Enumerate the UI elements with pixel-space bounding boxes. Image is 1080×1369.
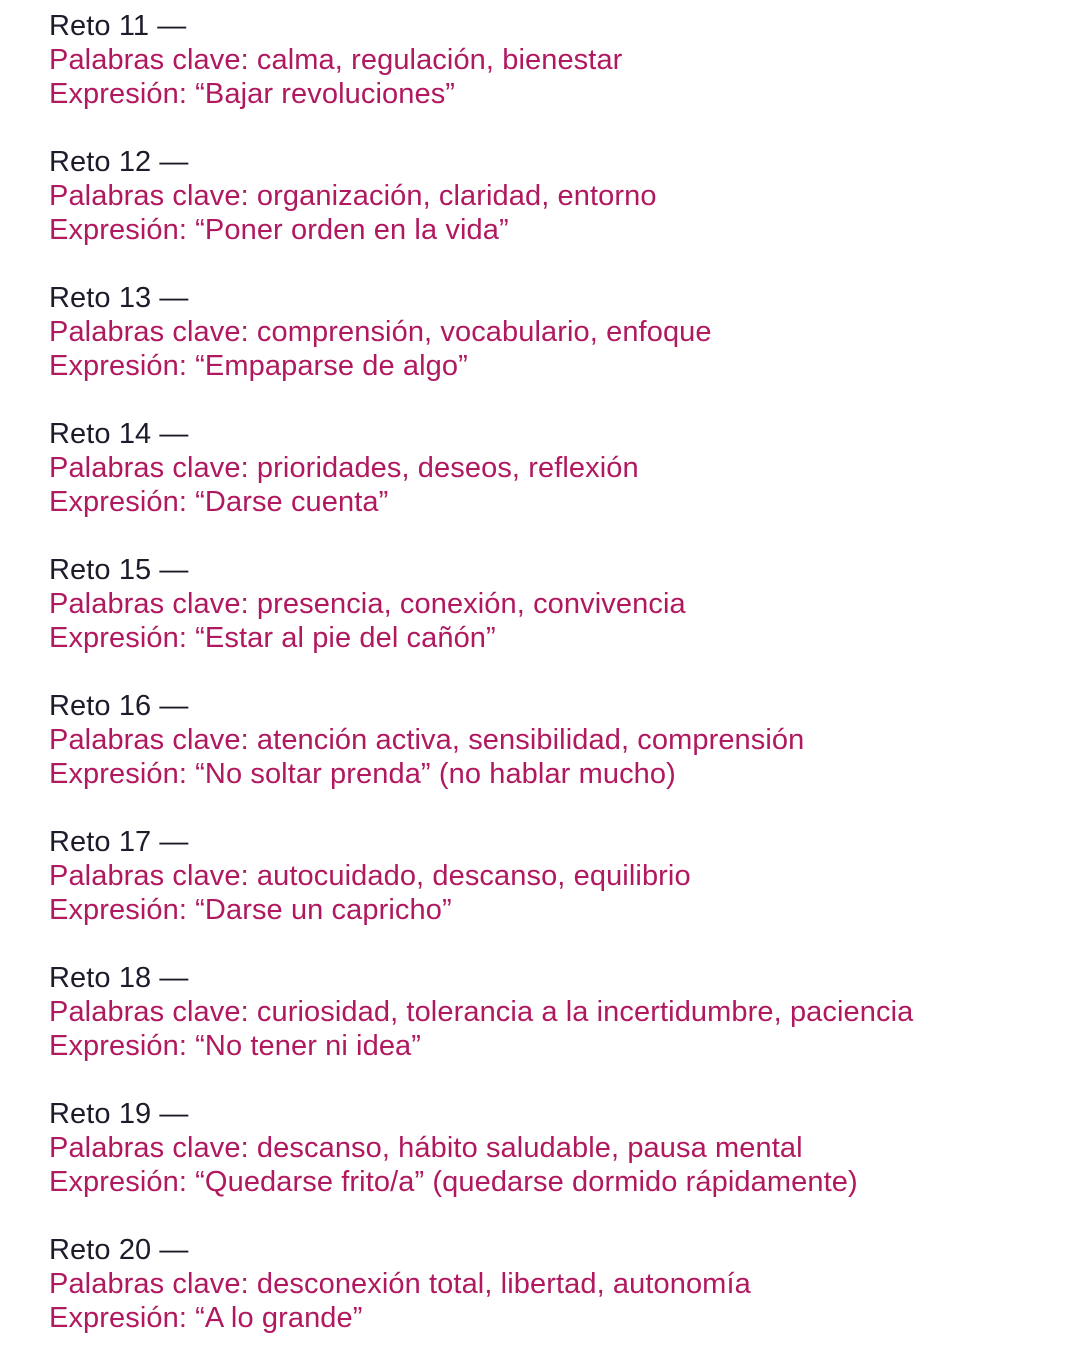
challenge-expression: Expresión: “Darse un capricho” — [49, 894, 452, 926]
challenge-title: Reto 17 — — [49, 826, 189, 858]
challenge-entry — [49, 1233, 1080, 1369]
challenge-title: Reto 11 — — [49, 10, 187, 42]
challenge-title: Reto 18 — — [49, 962, 189, 994]
challenge-title: Reto 14 — — [49, 418, 189, 450]
challenge-keywords: Palabras clave: autocuidado, descanso, equilibrio — [49, 860, 691, 892]
challenge-title: Reto 20 — — [49, 1234, 189, 1266]
challenge-keywords: Palabras clave: descanso, hábito saludable, pausa mental — [49, 1132, 803, 1164]
challenge-expression: Expresión: “Bajar revoluciones” — [49, 78, 456, 110]
challenge-entry — [49, 145, 1080, 281]
challenge-title: Reto 13 — — [49, 282, 189, 314]
challenge-entry — [49, 1097, 1080, 1233]
challenge-entry — [49, 553, 1080, 689]
challenge-title: Reto 19 — — [49, 1098, 189, 1130]
challenge-entry — [49, 9, 1080, 145]
challenge-expression: Expresión: “Estar al pie del cañón” — [49, 622, 496, 654]
challenge-entry — [49, 689, 1080, 825]
challenge-expression: Expresión: “Quedarse frito/a” (quedarse dormido rápidamente) — [49, 1166, 858, 1198]
challenge-keywords: Palabras clave: presencia, conexión, convivencia — [49, 588, 686, 620]
challenge-keywords: Palabras clave: atención activa, sensibilidad, comprensión — [49, 724, 805, 756]
challenge-entry — [49, 417, 1080, 553]
challenge-expression: Expresión: “Poner orden en la vida” — [49, 214, 509, 246]
challenge-keywords: Palabras clave: organización, claridad, entorno — [49, 180, 657, 212]
challenge-entry — [49, 961, 1080, 1097]
challenge-expression: Expresión: “No soltar prenda” (no hablar mucho) — [49, 758, 676, 790]
challenge-title: Reto 12 — — [49, 146, 189, 178]
challenge-title: Reto 15 — — [49, 554, 189, 586]
challenge-keywords: Palabras clave: prioridades, deseos, reflexión — [49, 452, 639, 484]
challenge-expression: Expresión: “Darse cuenta” — [49, 486, 389, 518]
challenge-keywords: Palabras clave: calma, regulación, bienestar — [49, 44, 623, 76]
challenge-entry — [49, 281, 1080, 417]
challenge-entry — [49, 825, 1080, 961]
challenge-keywords: Palabras clave: desconexión total, libertad, autonomía — [49, 1268, 751, 1300]
challenge-title: Reto 16 — — [49, 690, 189, 722]
challenge-expression: Expresión: “A lo grande” — [49, 1302, 363, 1334]
challenge-expression: Expresión: “No tener ni idea” — [49, 1030, 422, 1062]
challenge-keywords: Palabras clave: curiosidad, tolerancia a la incertidumbre, paciencia — [49, 996, 914, 1028]
challenge-keywords: Palabras clave: comprensión, vocabulario, enfoque — [49, 316, 712, 348]
challenge-expression: Expresión: “Empaparse de algo” — [49, 350, 468, 382]
